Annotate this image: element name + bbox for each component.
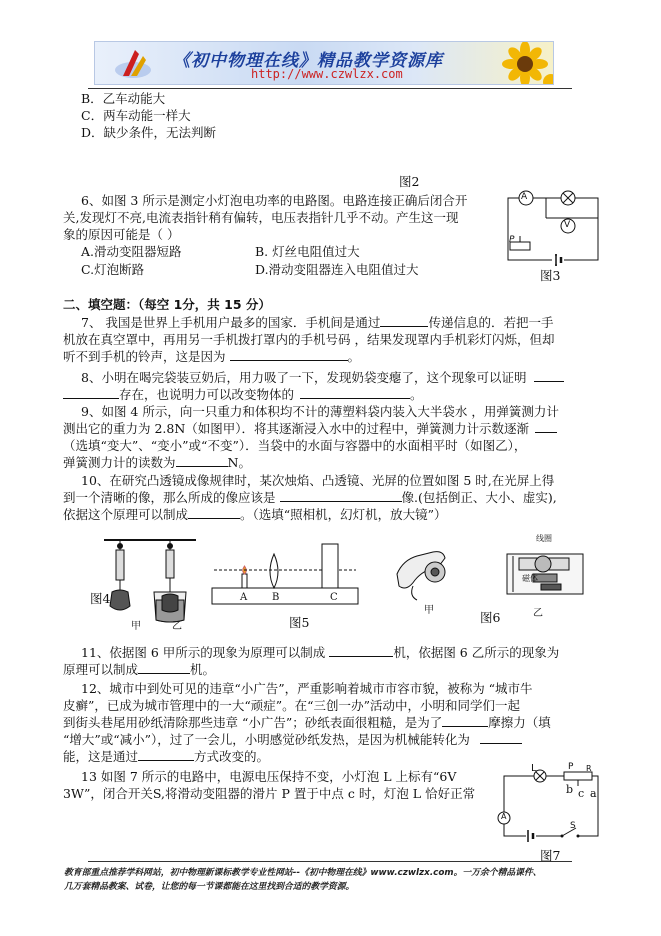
q7-line1-a: 7、 我国是世界上手机用户最多的国家．手机间是通过 (81, 315, 381, 330)
q9-line2-text: 测出它的重力为 2.8N（如图甲）．将其逐渐浸入水中的过程中，弹簧测力计示数逐渐 (63, 421, 530, 436)
q9-line1: 9、如图 4 所示，向一只重力和体积均不计的薄塑料袋内装入大半袋水 ，用弹簧测力计 (81, 404, 559, 419)
fig7-label-c: c (578, 787, 585, 800)
q7-line3: 听不到手机的铃声，这是因为 。 (63, 349, 361, 364)
q7-blank1[interactable] (380, 315, 428, 327)
fig6-caption: 图6 (480, 610, 501, 625)
header-divider (88, 88, 572, 89)
footer-divider (88, 861, 572, 862)
fig4-spring-balance (100, 536, 200, 632)
q11-blank2[interactable] (138, 662, 190, 674)
q12-line3 (63, 715, 551, 731)
q10-line2 (63, 490, 557, 506)
section2-title: 二、填空题：（每空 1分，共 15 分） (63, 297, 271, 312)
sunflower-icon (487, 42, 554, 85)
q12-line4 (63, 732, 522, 748)
q8-line1-text: 8、小明在喝完袋装豆奶后，用力吸了一下，发现奶袋变瘪了，这个现象可以证明 (81, 370, 527, 385)
q12-line2: 皮癣”，已成为城市管理中的一大“顽症”。在“三创一办”活动中，小明和同学们一起 (63, 698, 520, 713)
q12-line3-a: 到街头巷尾用砂纸清除那些违章 “小广告”；砂纸表面很粗糙，是为了 (63, 715, 443, 730)
fig7-label-s: S (570, 821, 576, 831)
fig7-caption: 图7 (540, 848, 561, 863)
fig4-label-yi: 乙 (172, 621, 182, 632)
fig6-label-coil: 线圈 (536, 534, 552, 543)
header-banner (94, 41, 554, 85)
q6-option-a: A.滑动变阻器短路 (81, 244, 182, 259)
prev-option-c: C．两车动能一样大 (81, 108, 191, 123)
q11-line2 (63, 662, 215, 678)
q8-blank1[interactable] (534, 370, 564, 382)
q10-blank1[interactable] (280, 490, 402, 502)
q6-option-c: C.灯泡断路 (81, 262, 145, 277)
fig3-label-v: V (564, 220, 571, 230)
q11-line1-a: 11、依据图 6 甲所示的现象为原理可以制成 (81, 645, 326, 660)
fig7-circuit (494, 766, 604, 846)
fig4-caption: 图4 (90, 591, 111, 606)
q8-line1 (81, 370, 564, 386)
footer-line2: 几万套精品教案、试卷，让您的每一节课都能在这里找到合适的教学资源。 (64, 882, 355, 892)
fig6-generator-motor (393, 534, 593, 606)
fig3-circuit (496, 188, 606, 268)
fig7-label-ammeter: A (501, 812, 507, 821)
q6-line3: 象的原因可能是（ ） (63, 227, 180, 242)
q10-line2-b: 像.(包括倒正、大小、虚实), (401, 490, 557, 505)
fig6-label-jia: 甲 (424, 605, 434, 616)
q12-line5 (63, 749, 269, 765)
q8-blank1-cont[interactable] (63, 387, 119, 399)
q9-line4-a: 弹簧测力计的读数为 (63, 455, 176, 470)
fig7-label-b: b (566, 783, 574, 796)
q7-line3-text: 听不到手机的铃声，这是因为 (63, 349, 226, 364)
q13-line1: 13 如图 7 所示的电路中，电源电压保持不变，小灯泡 L 上标有“6V (81, 769, 457, 784)
q10-line3-b: 。（选填“照相机，幻灯机，放大镜”） (240, 507, 447, 522)
q11-blank1[interactable] (329, 645, 393, 657)
q6-line2: 关,发现灯不亮,电流表指针稍有偏转，电压表指针几乎不动。产生这一现 (63, 210, 459, 225)
fig7-label-l: L (531, 763, 537, 774)
q12-line1: 12、城市中到处可见的违章“小广告”，严重影响着城市市容市貌，被称为 “城市牛 (81, 681, 533, 696)
q9-line4-b: N。 (227, 455, 251, 470)
fig5-caption: 图5 (289, 615, 310, 630)
q10-line2-a: 到一个清晰的像，那么所成的像应该是 (63, 490, 276, 505)
q8-blank2[interactable] (300, 387, 410, 399)
q12-line3-b: 摩擦力（填 (488, 715, 551, 730)
q11-line2-b: 机。 (190, 662, 216, 677)
fig3-caption: 图3 (540, 268, 561, 283)
q6-option-b: B. 灯丝电阻值过大 (255, 244, 360, 259)
q11-line2-a: 原理可以制成 (63, 662, 139, 677)
q6-option-d: D.滑动变阻器连入电阻值过大 (255, 262, 419, 277)
fig7-label-r: R (586, 764, 592, 773)
fig7-label-p: P (568, 762, 574, 772)
q8-line2: 存在，也说明力可以改变物体的 。 (63, 387, 423, 403)
q7-line2: 机放在真空罩中，再用另一手机拨打罩内的手机号码 ，结果发现罩内手机彩灯闪烁，但却 (63, 332, 555, 347)
q9-blank2[interactable] (176, 455, 228, 467)
q10-blank2[interactable] (188, 507, 240, 519)
q10-line3-a: 依据这个原理可以制成 (63, 507, 189, 522)
q7-blank2[interactable] (230, 349, 348, 361)
fig3-label-a: A (521, 192, 528, 202)
q12-blank3[interactable] (138, 749, 194, 761)
q10-line1: 10、在研究凸透镜成像规律时，某次烛焰、凸透镜、光屏的位置如图 5 时,在光屏上得 (81, 473, 555, 488)
fig7-label-a: a (590, 787, 597, 800)
logo-icon (113, 44, 153, 84)
q12-line5-a: 能，这是通过 (63, 749, 139, 764)
q9-blank1[interactable] (535, 421, 557, 433)
q7-line1 (81, 315, 553, 331)
banner-title: 《初中物理在线》精品教学资源库 (173, 51, 443, 71)
q11-line1 (81, 645, 559, 661)
q8-line2-text: 存在，也说明力可以改变物体的 (119, 387, 295, 402)
q11-line1-b: 机，依据图 6 乙所示的现象为 (393, 645, 560, 660)
q12-blank2[interactable] (480, 732, 522, 744)
q12-line5-b: 方式改变的。 (194, 749, 270, 764)
q9-line3: （选填“变大”、“变小”或“不变”）．当袋中的水面与容器中的水面相平时（如图乙）， (63, 438, 527, 453)
q7-line1-b: 传递信息的．若把一手 (428, 315, 554, 330)
fig3-label-p: P (509, 235, 515, 245)
fig4-label-jia: 甲 (131, 621, 141, 632)
footer-line1: 教育部重点推荐学科网站，初中物理新课标教学专业性网站--《初中物理在线》www.czwlzx.com。一万余个精品课件、 (64, 868, 542, 878)
fig2-caption: 图2 (399, 174, 420, 189)
q12-line4-text: “增大”或“减小”），过了一会儿，小明感觉砂纸发热，是因为机械能转化为 (63, 732, 470, 747)
q13-line2: 3W”，闭合开关S,将滑动变阻器的滑片 P 置于中点 c 时，灯泡 L 恰好正常 (63, 786, 476, 801)
q9-line2 (63, 421, 557, 437)
fig6-label-magnet: 磁体 (522, 574, 538, 583)
prev-option-b: B．乙车动能大 (81, 91, 166, 106)
fig6-label-yi: 乙 (533, 608, 543, 619)
fig5-label-b: B (272, 592, 280, 603)
fig5-label-c: C (330, 592, 338, 603)
q10-line3 (63, 507, 447, 523)
q9-line4 (63, 455, 251, 471)
q6-line1: 6、如图 3 所示是测定小灯泡电功率的电路图。电路连接正确后闭合开 (81, 193, 468, 208)
prev-option-d: D．缺少条件，无法判断 (81, 125, 217, 140)
fig5-label-a: A (240, 592, 248, 603)
banner-url: http://www.czwlzx.com (251, 67, 403, 81)
q12-blank1[interactable] (442, 715, 488, 727)
